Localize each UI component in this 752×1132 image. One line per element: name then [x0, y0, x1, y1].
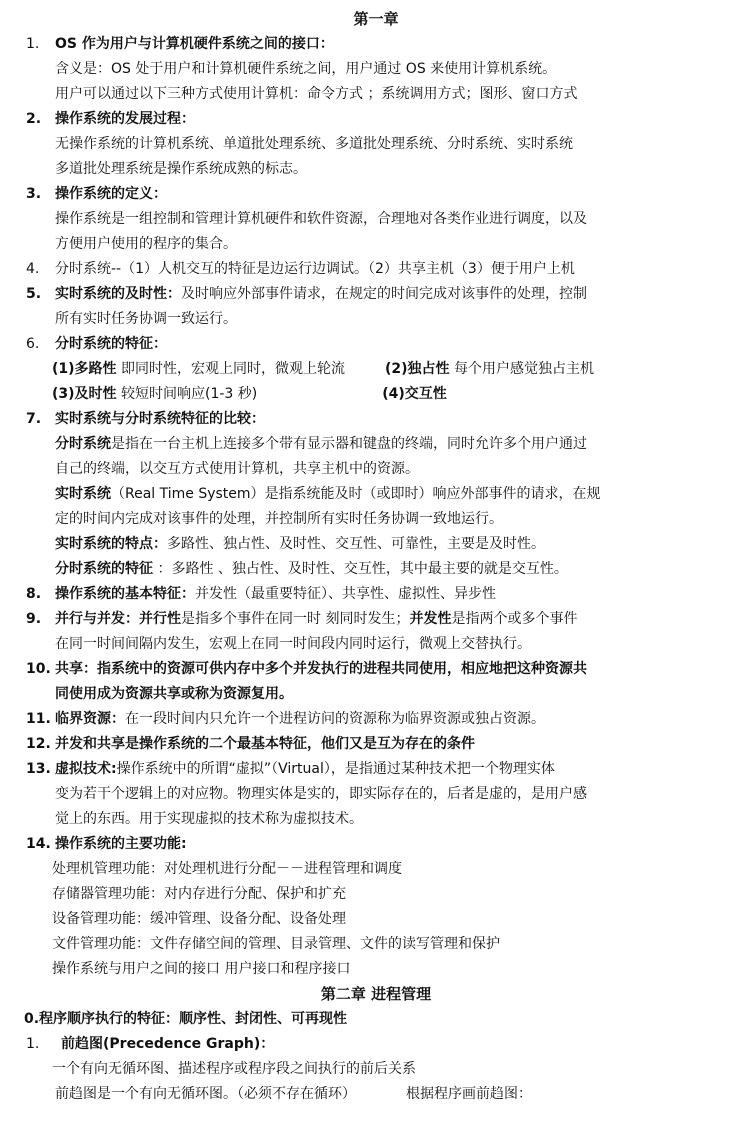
chapter1-title: 第一章 — [353, 10, 399, 28]
item-5-line-2: 所有实时任务协调一致运行。 — [55, 311, 237, 327]
feature-text: 即同时性，宏观上同时，微观上轮流 — [116, 361, 345, 377]
item-number: 12. — [26, 736, 51, 752]
feature-label: (2)独占性 — [385, 361, 450, 377]
item-14-line-4: 文件管理功能：文件存储空间的管理、目录管理、文件的读写管理和保护 — [52, 936, 500, 952]
item-title: 操作系统的基本特征： — [55, 586, 195, 602]
item-text: 并发和共享是操作系统的二个最基本特征，他们又是互为存在的条件 — [55, 736, 475, 752]
item-number: 10. — [26, 661, 51, 677]
item-5 — [0, 282, 752, 307]
item-4 — [0, 257, 752, 282]
item-7-b-1 — [0, 482, 752, 507]
item-title: 操作系统的定义： — [55, 186, 167, 202]
item-7-a-2: 自己的终端，以交互方式使用计算机，共享主机中的资源。 — [55, 461, 419, 477]
item-14-line-3: 设备管理功能：缓冲管理、设备分配、设备处理 — [52, 911, 346, 927]
item-14-line-2: 存储器管理功能：对内存进行分配、保护和扩充 — [52, 886, 346, 902]
item-1-line-1: 含义是：OS 处于用户和计算机硬件系统之间，用户通过 OS 来使用计算机系统。 — [55, 61, 557, 77]
item-3-line-2: 方便用户使用的程序的集合。 — [55, 236, 237, 252]
item-number: 2. — [26, 111, 42, 127]
item-1-line-2: 用户可以通过以下三种方式使用计算机：命令方式 ；系统调用方式；图形、窗口方式 — [55, 86, 578, 102]
item-9-line-2: 在同一时间间隔内发生，宏观上在同一时间段内同时运行，微观上交替执行。 — [55, 636, 531, 652]
item-6 — [0, 332, 752, 357]
item-14 — [0, 832, 752, 857]
item-title: 虚拟技术: — [55, 761, 117, 777]
definition: 是指多个事件在同一时 刻同时发生； — [181, 611, 410, 627]
term: 并行性 — [139, 611, 181, 627]
item-text: 在一段时间内只允许一个进程访问的资源称为临界资源或独占资源。 — [125, 711, 545, 727]
feature-text: 每个用户感觉独占主机 — [449, 361, 594, 377]
item-title: 实时系统的及时性： — [55, 286, 181, 302]
chapter2-title: 第二章 进程管理 — [320, 985, 432, 1003]
definition: 是指两个或多个事件 — [451, 611, 578, 627]
item-14-line-1: 处理机管理功能：对处理机进行分配－－进程管理和调度 — [52, 861, 402, 877]
definition: 是指在一台主机上连接多个带有显示器和键盘的终端，同时允许多个用户通过 — [111, 436, 587, 452]
term: 分时系统 — [55, 436, 111, 452]
term-english: （Real Time System） — [111, 486, 265, 502]
item-number: 7. — [26, 411, 42, 427]
item-title: 临界资源： — [55, 711, 125, 727]
item-text: 操作系统中的所谓“虚拟”（Virtual），是指通过某种技术把一个物理实体 — [116, 761, 555, 777]
text: 前趋图是一个有向无循环图。（必须不存在循环） — [55, 1086, 356, 1102]
term: 实时系统 — [55, 486, 111, 502]
item-number: 11. — [26, 711, 51, 727]
feature-label: (3)及时性 — [52, 386, 117, 402]
item-8 — [0, 582, 752, 607]
item-number: 3. — [26, 186, 42, 202]
item-6-features-a — [0, 357, 752, 382]
item-7-b-2: 定的时间内完成对该事件的处理，并控制所有实时任务协调一致地运行。 — [55, 511, 503, 527]
item-text: 分时系统--（1）人机交互的特征是边运行边调试。（2）共享主机（3）便于用户上机 — [55, 261, 575, 277]
item-number: 8. — [26, 586, 42, 602]
definition: ：多路性 、独占性、及时性、交互性，其中最主要的就是交互性。 — [153, 561, 568, 577]
item-2 — [0, 107, 752, 132]
item-title: 分时系统的特征： — [55, 336, 167, 352]
item-3 — [0, 182, 752, 207]
item-number: 1. — [26, 36, 40, 52]
item-14-line-5: 操作系统与用户之间的接口 用户接口和程序接口 — [52, 961, 351, 977]
item-number: 1. — [26, 1036, 40, 1052]
item-number: 14. — [26, 836, 51, 852]
chapter2-section-0: 0.程序顺序执行的特征：顺序性、封闭性、可再现性 — [24, 1011, 348, 1027]
item-title: 并行与并发： — [55, 611, 139, 627]
text: 根据程序画前趋图： — [406, 1086, 532, 1102]
item-2-line-1: 无操作系统的计算机系统、单道批处理系统、多道批处理系统、分时系统、实时系统 — [55, 136, 573, 152]
chapter2-item-1 — [0, 1032, 752, 1057]
item-title: 操作系统的主要功能: — [55, 836, 187, 852]
chapter2-item-1-line-2 — [0, 1082, 752, 1107]
item-title: 实时系统与分时系统特征的比较： — [55, 411, 265, 427]
item-number: 4. — [26, 261, 40, 277]
item-12 — [0, 732, 752, 757]
item-number: 5. — [26, 286, 42, 302]
feature-label: (1)多路性 — [52, 361, 117, 377]
item-6-features-b — [0, 382, 752, 407]
item-7 — [0, 407, 752, 432]
item-title: 前趋图(Precedence Graph)： — [61, 1036, 275, 1052]
item-13 — [0, 757, 752, 782]
item-13-line-2: 变为若干个逻辑上的对应物。物理实体是实的，即实际存在的，后者是虚的，是用户感 — [55, 786, 587, 802]
item-13-line-3: 觉上的东西。用于实现虚拟的技术称为虚拟技术。 — [55, 811, 363, 827]
item-10 — [0, 657, 752, 682]
item-7-d — [0, 557, 752, 582]
feature-text: 较短时间响应(1-3 秒) — [116, 386, 258, 402]
item-1 — [0, 32, 752, 57]
definition: 多路性、独占性、及时性、交互性、可靠性，主要是及时性。 — [167, 536, 545, 552]
item-title: OS 作为用户与计算机硬件系统之间的接口： — [55, 36, 334, 52]
term: 分时系统的特征 — [55, 561, 153, 577]
item-number: 9. — [26, 611, 42, 627]
item-11 — [0, 707, 752, 732]
term: 实时系统的特点： — [55, 536, 167, 552]
item-7-c — [0, 532, 752, 557]
item-text: 共享：指系统中的资源可供内存中多个并发执行的进程共同使用，相应地把这种资源共 — [55, 661, 587, 677]
definition: 是指系统能及时（或即时）响应外部事件的请求，在规 — [264, 486, 601, 502]
item-number: 6. — [26, 336, 40, 352]
item-10-line-2: 同使用成为资源共享或称为资源复用。 — [55, 686, 293, 702]
item-2-line-2: 多道批处理系统是操作系统成熟的标志。 — [55, 161, 307, 177]
chapter2-item-1-line-1: 一个有向无循环图、描述程序或程序段之间执行的前后关系 — [52, 1061, 416, 1077]
item-title: 操作系统的发展过程： — [55, 111, 195, 127]
item-number: 13. — [26, 761, 51, 777]
feature-label: (4)交互性 — [382, 386, 447, 402]
item-text: 并发性（最重要特征）、共享性、虚拟性、异步性 — [195, 586, 496, 602]
item-9 — [0, 607, 752, 632]
term: 并发性 — [409, 611, 452, 627]
item-7-a-1 — [0, 432, 752, 457]
item-text: 及时响应外部事件请求，在规定的时间完成对该事件的处理，控制 — [181, 286, 587, 302]
item-3-line-1: 操作系统是一组控制和管理计算机硬件和软件资源，合理地对各类作业进行调度，以及 — [55, 211, 587, 227]
